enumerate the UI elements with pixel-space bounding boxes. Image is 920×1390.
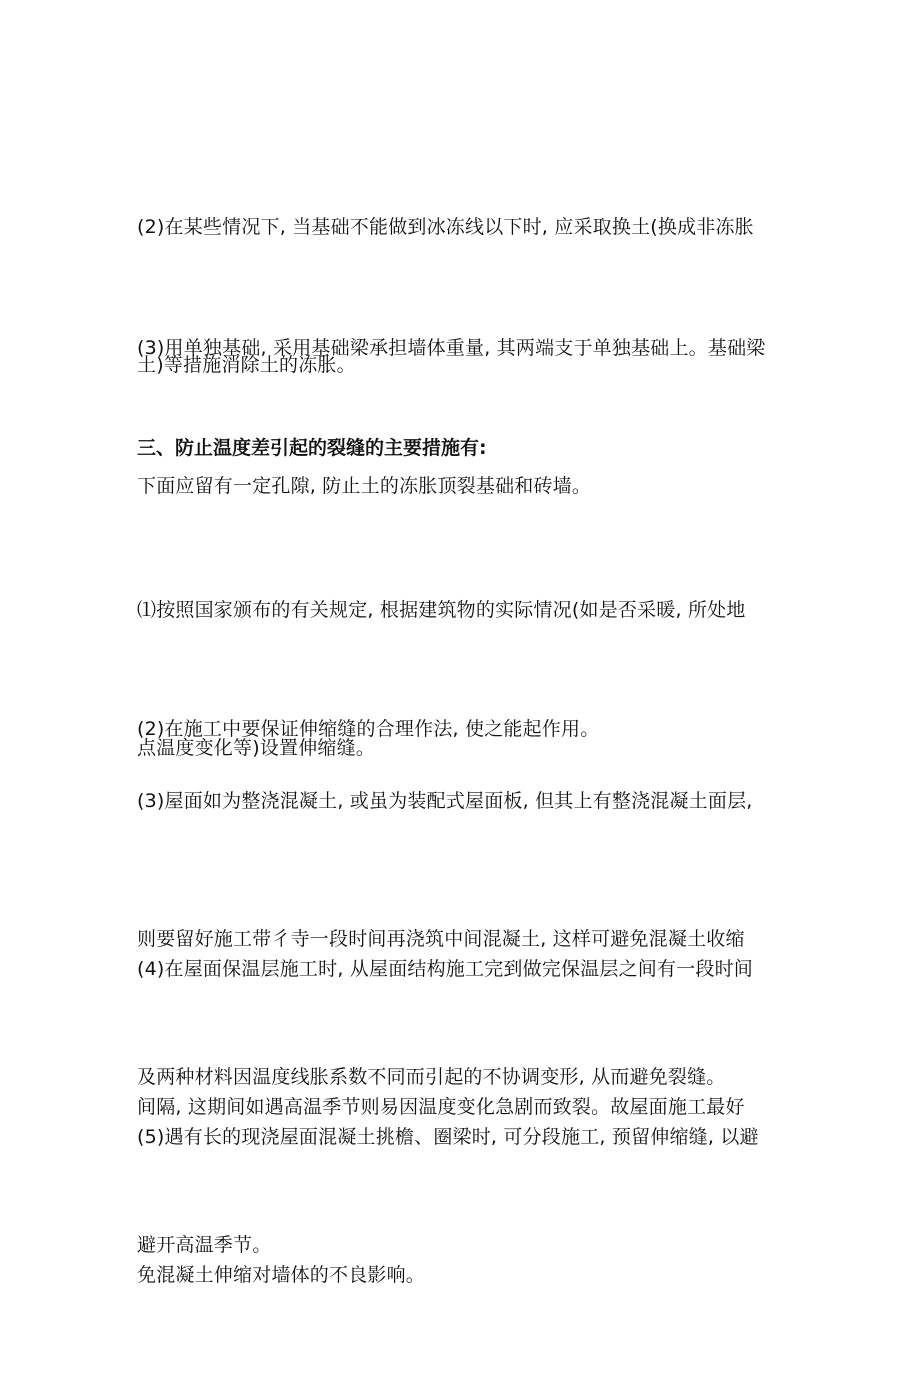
text-line: 则要留好施工带彳寺一段时间再浇筑中间混凝土, 这样可避免混凝土收缩: [137, 928, 745, 950]
text-line: 点温度变化等)设置伸缩缝。: [137, 737, 376, 759]
text-line: 及两种材料因温度线胀系数不同而引起的不协调变形, 从而避免裂缝。: [137, 1066, 726, 1088]
text-line: (2)在施工中要保证伸缩缝的合理作法, 使之能起作用。: [137, 718, 600, 740]
text-line: 间隔, 这期间如遇高温季节则易因温度变化急剧而致裂。故屋面施工最好: [137, 1096, 745, 1118]
text-line: 避开高温季节。: [137, 1234, 272, 1256]
section-heading: 三、防止温度差引起的裂缝的主要措施有:: [137, 437, 487, 459]
text-line: 土)等措施消除土的冻胀。: [137, 354, 356, 376]
text-line: 免混凝土伸缩对墙体的不良影响。: [137, 1264, 426, 1286]
text-line: (3)屋面如为整浇混凝土, 或虽为装配式屋面板, 但其上有整浇混凝土面层,: [137, 790, 753, 812]
text-line: (3)用单独基础, 采用基础梁承担墙体重量, 其两端支于单独基础上。基础梁: [137, 337, 766, 359]
text-line: (2)在某些情况下, 当基础不能做到冰冻线以下时, 应采取换土(换成非冻胀: [137, 216, 754, 238]
item-5-eaves-beam: [137, 1022, 787, 1390]
text-line: (5)遇有长的现浇屋面混凝土挑檐、圈梁时, 可分段施工, 预留伸缩缝, 以避: [137, 1126, 759, 1148]
text-line: 下面应留有一定孔隙, 防止土的冻胀顶裂基础和砖墙。: [137, 475, 592, 497]
text-line: (4)在屋面保温层施工时, 从屋面结构施工完到做完保温层之间有一段时间: [137, 958, 753, 980]
text-line: ⑴按照国家颁布的有关规定, 根据建筑物的实际情况(如是否采暖, 所处地: [137, 599, 746, 621]
